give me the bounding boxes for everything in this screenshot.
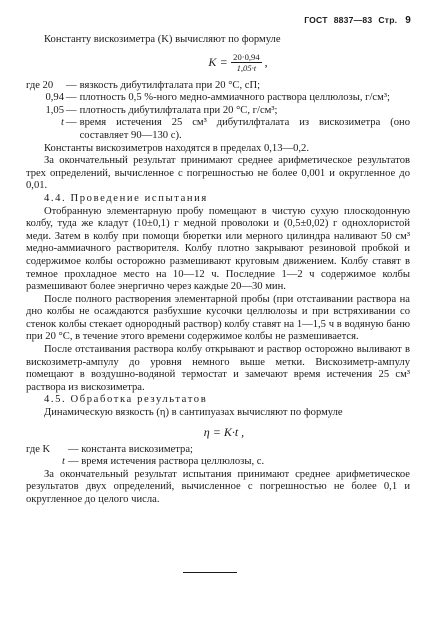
result-paragraph-2: За окончательный результат испытания принимают среднее арифметическое результатов двух определений, вычисленное с погрешностью не более 0,1 и округленное до целого числа. [26, 468, 410, 505]
where-term: t [62, 456, 65, 468]
page-label: Стр. [378, 15, 398, 25]
section-4-5-paragraph-1: Динамическую вязкость (η) в сантипуазах вычисляют по формуле [44, 407, 343, 419]
page-header [298, 14, 411, 28]
definition-dash: — [66, 92, 77, 104]
definition-dash: — [66, 79, 77, 91]
formula-numerator: 20·0,94 [233, 52, 260, 63]
intro-paragraph: Константу вискозиметра (K) вычисляют по формуле [44, 34, 281, 45]
page-number: 9 [405, 15, 411, 26]
formula-equals: = [220, 55, 228, 70]
result-paragraph-1: За окончательный результат принимают среднее арифметическое результатов трех определений, вычисленное с погрешностью не более 0,001 и округленное до 0,01. [26, 155, 410, 192]
dynamic-viscosity-formula: η = K·t , [203, 424, 245, 439]
standard-number: 8837—83 [333, 15, 373, 25]
end-rule [183, 572, 237, 573]
section-4-4-paragraph-1: Отобранную элементарную пробу помещают в чистую сухую плоскодонную колбу, туда же кладут (10±0,1) г медной проволоки и (0,5±0,02) г однохлористой меди. Затем в колбу при помощи бюретки или мерного цилиндра наливают 50 см³ медно-аммиачного растворителя. Колбу плотно закрывают резиновой пробкой и содержимое колбы осторожно размешивают круговым движением. Колбу ставят в темное прохладное место на 10—12 ч. Последние 1—2 ч содержимое колбы размешивают более энергично через каждые 20—30 мин. [26, 205, 410, 293]
document-body [26, 34, 410, 507]
definition-text: время истечения 25 см³ дибутилфталата из вискозиметра (оно составляет 90—130 с). [79, 117, 410, 141]
definition-text: плотность дибутилфталата при 20 °С, г/см³; [79, 104, 278, 116]
definition-term: 1,05 [45, 104, 64, 116]
definition-term: t [61, 117, 64, 129]
where-text: — константа вискозиметра; [68, 443, 193, 455]
definition-item [26, 80, 410, 93]
formula-denominator: 1,05·t [236, 63, 257, 74]
definition-text: вязкость дибутилфталата при 20 °С, сП; [79, 79, 261, 91]
where-item [26, 456, 410, 469]
viscometer-constant-formula [66, 50, 410, 76]
definition-item [26, 117, 410, 142]
where-item [26, 444, 410, 457]
definition-term: где 20 [26, 79, 54, 91]
section-4-4-heading: 4.4. Проведение испытания [44, 192, 208, 204]
formula-lhs: K [208, 55, 217, 70]
constants-range-paragraph: Константы вискозиметров находятся в пределах 0,13—0,2. [44, 142, 310, 154]
section-4-5-heading: 4.5. Обработка результатов [44, 394, 208, 406]
definition-dash: — [66, 117, 77, 129]
definition-text: плотность 0,5 %-ного медно-аммиачного раствора целлюлозы, г/см³; [79, 92, 390, 104]
section-4-4-paragraph-2: После полного растворения элементарной пробы (при отстаивании раствора на дно колбы не осаждаются разбухшие кусочки целлюлозы и при встряхивании со стенок колбы стекает однородный раствор) колбу ставят на 1—1,5 ч в водяную баню при 20 °С, в течение этого времени содержимое колбы не размешивается. [26, 293, 410, 343]
definition-dash: — [66, 104, 77, 116]
formula-fraction [231, 52, 262, 73]
section-4-4-paragraph-3: После отстаивания раствора колбу открывают и раствор осторожно выливают в вискозиметр-ампулу до уровня немного выше метки. Вискозиметр-ампулу помещают в воздушно-водяной термостат и замечают время истечения 25 см³ раствора из вискозиметра. [26, 344, 410, 393]
where-text: — время истечения раствора целлюлозы, с. [68, 456, 265, 468]
definition-term: 0,94 [45, 92, 64, 104]
where-term: где K [26, 443, 51, 455]
formula-tail: , [264, 55, 268, 70]
definition-item [26, 105, 410, 118]
standard-code: ГОСТ [304, 15, 328, 25]
definition-item [26, 92, 410, 105]
